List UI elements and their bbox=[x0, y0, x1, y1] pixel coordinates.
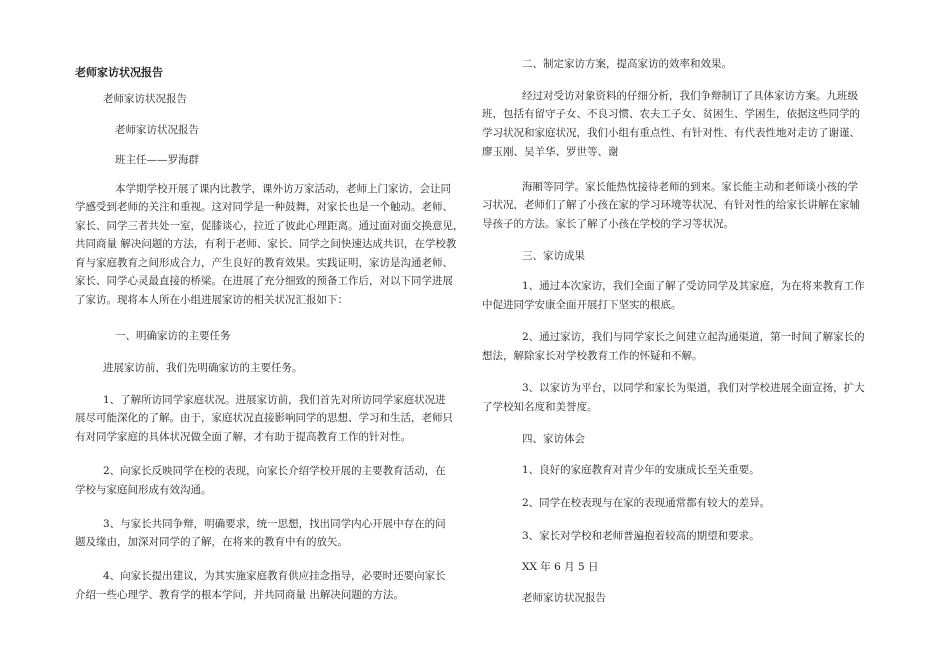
experience-3: 3、家长对学校和老师普遍抱着较高的期望和要求。 bbox=[522, 530, 760, 542]
subtitle-1: 老师家访状况报告 bbox=[103, 93, 187, 105]
intro-line: 共同商量 解决问题的方法，有利于老师、家长、同学之间快速达成共识，在学校教 bbox=[75, 238, 457, 250]
task-2-line: 2、向家长反映同学在校的表现，向家长介绍学校开展的主要教育活动，在 bbox=[103, 465, 446, 477]
intro-line: 家长、同学三者共处一室，促膝谈心，拉近了彼此心理距离。通过面对面交换意见， bbox=[75, 220, 464, 232]
experience-1: 1、良好的家庭教育对青少年的安康成长至关重要。 bbox=[522, 464, 760, 476]
task-1-line: 1、了解所访同学家庭状况。进展家访前，我们首先对所访同学家庭状况进 bbox=[103, 394, 446, 406]
plan-line: 廖玉刚、吴羊华、罗世等、谢 bbox=[482, 146, 619, 158]
footer-title: 老师家访状况报告 bbox=[522, 592, 606, 604]
intro-line: 育与家庭教育之间形成合力，产生良好的教育效果。实践证明，家访是沟通老师、 bbox=[75, 257, 453, 269]
section-heading-2: 二、制定家访方案，提高家访的效率和效果。 bbox=[522, 58, 732, 70]
result-2-line: 2、通过家访，我们与同学家长之间建立起沟通渠道，第一时间了解家长的 bbox=[522, 331, 865, 343]
result-1-line: 1、通过本次家访，我们全面了解了受访同学及其家庭，为在将来教育工作 bbox=[522, 280, 865, 292]
result-2-line: 想法，解除家长对学校教育工作的怀疑和不解。 bbox=[482, 350, 703, 362]
subtitle-2: 老师家访状况报告 bbox=[115, 124, 199, 136]
section-1-intro: 进展家访前，我们先明确家访的主要任务。 bbox=[103, 362, 303, 374]
document-title: 老师家访状况报告 bbox=[75, 66, 163, 79]
section-heading-3: 三、家访成果 bbox=[522, 250, 585, 262]
visit-line: 习状况，老师们了解了小孩在家的学习环境等状况、有针对性的给家长讲解在家辅 bbox=[482, 199, 860, 211]
result-1-line: 中促进同学安康全面开展打下坚实的根底。 bbox=[482, 299, 682, 311]
intro-line: 本学期学校开展了课内比教学，课外访万家活动，老师上门家访，会让同 bbox=[115, 183, 451, 195]
task-3-line: 3、与家长共同争辩，明确要求，统一思想，找出同学内心开展中存在的问 bbox=[103, 518, 446, 530]
task-1-line: 有对同学家庭的具体状况做全面了解，才有助于提高教育工作的针对性。 bbox=[75, 431, 411, 443]
visit-line: 导孩子的方法。家长了解了小孩在学校的学习等状况。 bbox=[482, 218, 734, 230]
task-4-line: 介绍一些心理学、教育学的根本学问，并共同商量 出解决问题的方法。 bbox=[75, 589, 404, 601]
experience-2: 2、同学在校表现与在家的表现通常都有较大的差异。 bbox=[522, 497, 771, 509]
intro-line: 学感受到老师的关注和重视。这对同学是一种鼓舞，对家长也是一个触动。老师、 bbox=[75, 201, 453, 213]
plan-line: 经过对受访对象资料的仔细分析，我们争辩制订了具体家访方案。九班级 bbox=[522, 90, 858, 102]
result-3-line: 3、以家访为平台，以同学和家长为渠道，我们对学校进展全面宣扬，扩大 bbox=[522, 382, 865, 394]
report-date: XX 年 6 月 5 日 bbox=[522, 561, 599, 573]
intro-line: 家长、同学心灵最直接的桥梁。在进展了充分细致的预备工作后，对以下同学进展 bbox=[75, 275, 453, 287]
task-4-line: 4、向家长提出建议，为其实施家庭教育供应挂念指导，必要时还要向家长 bbox=[103, 570, 446, 582]
task-2-line: 学校与家庭间形成有效沟通。 bbox=[75, 484, 212, 496]
visit-line: 海厢等同学。家长能热忱接待老师的到来。家长能主动和老师谈小孩的学 bbox=[522, 181, 858, 193]
plan-line: 班，包括有留守子女、不良习惯、农夫工子女、贫困生、学困生，依据这些同学的 bbox=[482, 108, 860, 120]
section-heading-1: 一、明确家访的主要任务 bbox=[115, 330, 231, 342]
intro-line: 了家访。现将本人所在小组进展家访的相关状况汇报如下： bbox=[75, 294, 348, 306]
task-3-line: 题及缘由，加深对同学的了解，在将来的教育中有的放矢。 bbox=[75, 536, 348, 548]
task-1-line: 展尽可能深化的了解。由于，家庭状况直接影响同学的思想、学习和生活，老师只 bbox=[75, 412, 453, 424]
result-3-line: 了学校知名度和美誉度。 bbox=[482, 401, 598, 413]
teacher-name: 班主任——罗海群 bbox=[115, 154, 199, 166]
section-heading-4: 四、家访体会 bbox=[522, 433, 585, 445]
plan-line: 学习状况和家庭状况，我们小组有重点性、有针对性、有代表性地对走访了谢谨、 bbox=[482, 127, 860, 139]
